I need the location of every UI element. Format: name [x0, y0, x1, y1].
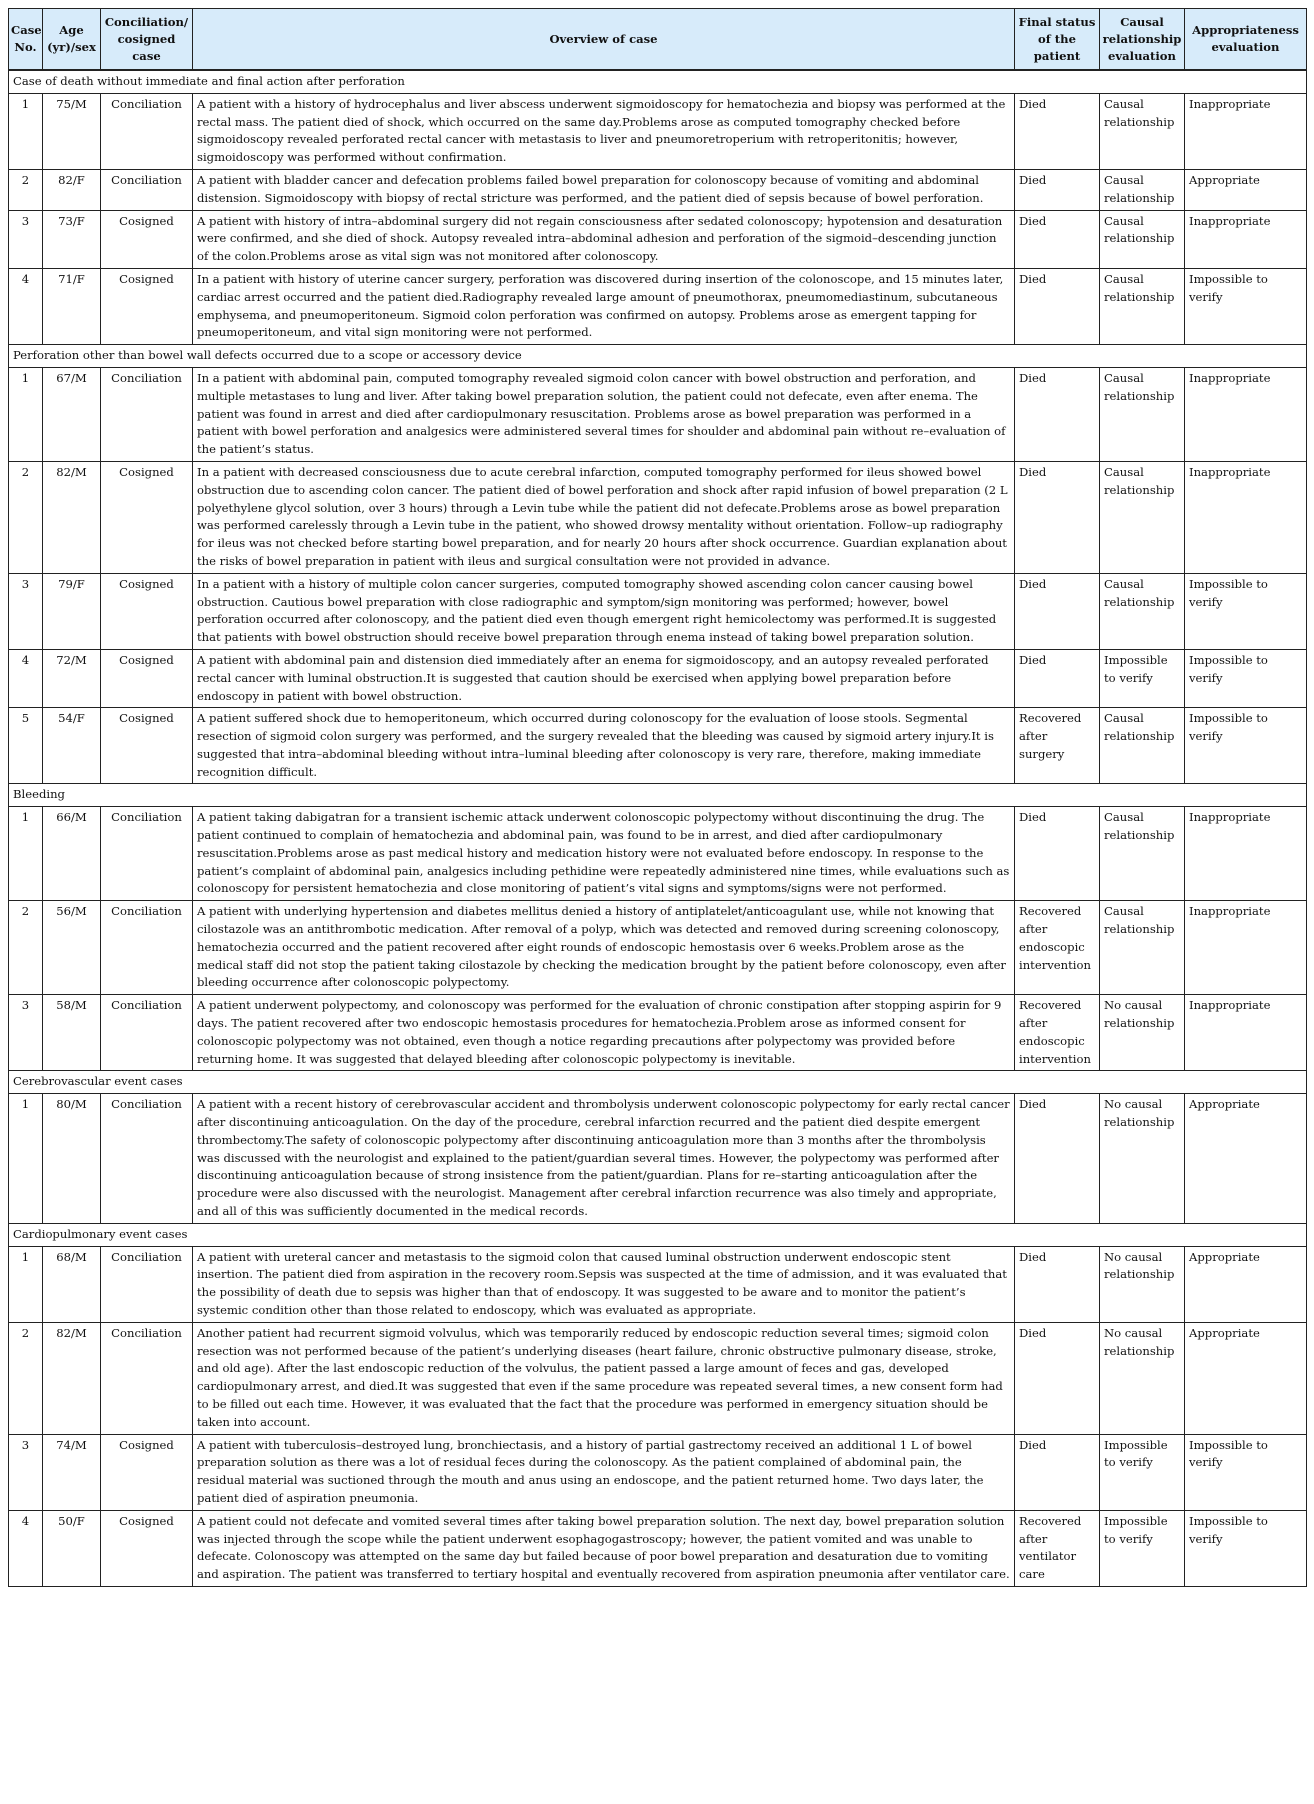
age-sex-cell: 54/F: [43, 708, 101, 784]
age-sex-cell: 82/M: [43, 461, 101, 573]
case-number-cell: 2: [9, 169, 43, 210]
overview-cell: A patient suffered shock due to hemoperitoneum, which occurred during colonoscopy for the evaluation of loose stools. Segmental resection of sigmoid colon surgery was performed, and the surgery revealed that the bleeding was caused by sigmoid artery injury.It is suggested that intra–abdominal bleeding without intra–luminal bleeding after colonoscopy is very rare, therefore, making immediate recognition difficult.: [193, 708, 1015, 784]
overview-cell: In a patient with decreased consciousness due to acute cerebral infarction, computed tomography performed for ileus showed bowel obstruction due to ascending colon cancer. The patient died of bowel perforation and shock after rapid infusion of bowel preparation (2 L polyethylene glycol solution, over 3 hours) through a Levin tube while the patient did not defecate.Problems arose as bowel preparation was performed carelessly through a Levin tube in the patient, who showed drowsy mentality without orientation. Follow–up radiography for ileus was not checked before starting bowel preparation, and for nearly 20 hours after shock occurrence. Guardian explanation about the risks of bowel preparation in patient with ileus and surgical consultation were not provided in advance.: [193, 461, 1015, 573]
overview-cell: Another patient had recurrent sigmoid volvulus, which was temporarily reduced by endoscopic reduction several times; sigmoid colon resection was not performed because of the patient’s underlying diseases (heart failure, chronic obstructive pulmonary disease, stroke, and old age). After the last endoscopic reduction of the volvulus, the patient passed a large amount of feces and gas, developed cardiopulmonary arrest, and died.It was suggested that even if the same procedure was repeated several times, a new consent form had to be filled out each time. However, it was evaluated that the fact that the procedure was performed in emergency situation should be taken into account.: [193, 1322, 1015, 1434]
case-table: [8, 8, 1307, 1587]
header-appropriateness: Appropriateness evaluation: [1185, 9, 1307, 71]
header-causal: Causal relationship evaluation: [1100, 9, 1185, 71]
overview-cell: A patient with a recent history of cerebrovascular accident and thrombolysis underwent colonoscopic polypectomy for early rectal cancer after discontinuing anticoagulation. On the day of the procedure, cerebral infarction recurred and the patient died despite emergent thrombectomy.The safety of colonoscopic polypectomy after discontinuing anticoagulation more than 3 months after the thrombolysis was discussed with the neurologist and explained to the patient/guardian several times. However, the polypectomy was performed after discontinuing anticoagulation because of strong insistence from the patient/guardian. Plans for re–starting anticoagulation after the procedure were also discussed with the neurologist. Management after cerebral infarction recurrence was also timely and appropriate, and all of this was sufficiently documented in the medical records.: [193, 1094, 1015, 1224]
overview-cell: A patient could not defecate and vomited several times after taking bowel preparation solution. The next day, bowel preparation solution was injected through the scope while the patient underwent esophagogastroscopy; however, the patient vomited and was unable to defecate. Colonoscopy was attempted on the same day but failed because of poor bowel preparation and desaturation due to vomiting and aspiration. The patient was transferred to tertiary hospital and eventually recovered from aspiration pneumonia after ventilator care.: [193, 1510, 1015, 1586]
age-sex-cell: 58/M: [43, 995, 101, 1071]
table-header: [9, 9, 1307, 71]
table-row: [9, 901, 1307, 995]
age-sex-cell: 68/M: [43, 1246, 101, 1322]
conciliation-cell: Conciliation: [101, 995, 193, 1071]
case-number-cell: 4: [9, 1510, 43, 1586]
conciliation-cell: Cosigned: [101, 1434, 193, 1510]
case-number-cell: 2: [9, 1322, 43, 1434]
case-number-cell: 3: [9, 210, 43, 268]
conciliation-cell: Conciliation: [101, 169, 193, 210]
table-row: [9, 1434, 1307, 1510]
case-number-cell: 1: [9, 93, 43, 169]
case-number-cell: 2: [9, 461, 43, 573]
header-age-sex: Age (yr)/sex: [43, 9, 101, 71]
overview-cell: A patient with underlying hypertension and diabetes mellitus denied a history of antiplatelet/anticoagulant use, while not knowing that cilostazole was an antithrombotic medication. After removal of a polyp, which was detected and removed during screening colonoscopy, hematochezia occurred and the patient recovered after eight rounds of endoscopic hemostasis over 6 weeks.Problem arose as the medical staff did not stop the patient taking cilostazole by checking the medication brought by the patient before colonoscopy, even after bleeding occurrence after colonoscopic polypectomy.: [193, 901, 1015, 995]
appropriateness-cell: Inappropriate: [1185, 901, 1307, 995]
age-sex-cell: 50/F: [43, 1510, 101, 1586]
table-row: [9, 708, 1307, 784]
overview-cell: In a patient with abdominal pain, computed tomography revealed sigmoid colon cancer with bowel obstruction and perforation, and multiple metastases to lung and liver. After taking bowel preparation solution, the patient could not defecate, even after enema. The patient was found in arrest and died after cardiopulmonary resuscitation. Problems arose as bowel preparation was performed in a patient with bowel perforation and analgesics were administered several times for shoulder and abdominal pain without re–evaluation of the patient’s status.: [193, 367, 1015, 461]
conciliation-cell: Conciliation: [101, 901, 193, 995]
overview-cell: In a patient with history of uterine cancer surgery, perforation was discovered during insertion of the colonoscope, and 15 minutes later, cardiac arrest occurred and the patient died.Radiography revealed large amount of pneumothorax, pneumomediastinum, subcutaneous emphysema, and pneumoperitoneum. Sigmoid colon perforation was confirmed on autopsy. Problems arose as emergent tapping for pneumoperitoneum, and vital sign monitoring were not performed.: [193, 268, 1015, 344]
final-status-cell: Died: [1015, 573, 1100, 649]
table-row: [9, 1510, 1307, 1586]
appropriateness-cell: Appropriate: [1185, 1322, 1307, 1434]
table-row: [9, 995, 1307, 1071]
final-status-cell: Died: [1015, 268, 1100, 344]
section-title: Case of death without immediate and final action after perforation: [9, 70, 1307, 93]
overview-cell: A patient with bladder cancer and defecation problems failed bowel preparation for colonoscopy because of vomiting and abdominal distension. Sigmoidoscopy with biopsy of rectal stricture was performed, and the patient died of sepsis because of bowel perforation.: [193, 169, 1015, 210]
appropriateness-cell: Impossible to verify: [1185, 708, 1307, 784]
final-status-cell: Died: [1015, 807, 1100, 901]
table-row: [9, 649, 1307, 707]
table-container: [8, 8, 1306, 1587]
conciliation-cell: Conciliation: [101, 1322, 193, 1434]
case-number-cell: 3: [9, 573, 43, 649]
appropriateness-cell: Appropriate: [1185, 169, 1307, 210]
causal-relationship-cell: Causal relationship: [1100, 708, 1185, 784]
age-sex-cell: 82/M: [43, 1322, 101, 1434]
appropriateness-cell: Inappropriate: [1185, 995, 1307, 1071]
final-status-cell: Recovered after surgery: [1015, 708, 1100, 784]
table-body: [9, 70, 1307, 1586]
causal-relationship-cell: No causal relationship: [1100, 1322, 1185, 1434]
appropriateness-cell: Impossible to verify: [1185, 1510, 1307, 1586]
causal-relationship-cell: Causal relationship: [1100, 573, 1185, 649]
case-number-cell: 1: [9, 1094, 43, 1224]
case-number-cell: 1: [9, 367, 43, 461]
causal-relationship-cell: Causal relationship: [1100, 901, 1185, 995]
causal-relationship-cell: No causal relationship: [1100, 995, 1185, 1071]
section-row: [9, 1223, 1307, 1246]
table-row: [9, 1094, 1307, 1224]
table-row: [9, 367, 1307, 461]
age-sex-cell: 73/F: [43, 210, 101, 268]
final-status-cell: Died: [1015, 1322, 1100, 1434]
causal-relationship-cell: Impossible to verify: [1100, 649, 1185, 707]
final-status-cell: Died: [1015, 1434, 1100, 1510]
appropriateness-cell: Impossible to verify: [1185, 268, 1307, 344]
header-overview: Overview of case: [193, 9, 1015, 71]
table-row: [9, 573, 1307, 649]
appropriateness-cell: Inappropriate: [1185, 93, 1307, 169]
header-row: [9, 9, 1307, 71]
table-row: [9, 93, 1307, 169]
case-number-cell: 2: [9, 901, 43, 995]
final-status-cell: Died: [1015, 1246, 1100, 1322]
appropriateness-cell: Impossible to verify: [1185, 649, 1307, 707]
conciliation-cell: Conciliation: [101, 1246, 193, 1322]
conciliation-cell: Cosigned: [101, 268, 193, 344]
section-row: [9, 784, 1307, 807]
overview-cell: A patient with a history of hydrocephalus and liver abscess underwent sigmoidoscopy for hematochezia and biopsy was performed at the rectal mass. The patient died of shock, which occurred on the same day.Problems arose as computed tomography checked before sigmoidoscopy revealed perforated rectal cancer with metastasis to liver and pneumoretroperium with retroperitonitis; however, sigmoidoscopy was performed without confirmation.: [193, 93, 1015, 169]
causal-relationship-cell: Impossible to verify: [1100, 1434, 1185, 1510]
causal-relationship-cell: No causal relationship: [1100, 1246, 1185, 1322]
table-row: [9, 1322, 1307, 1434]
table-row: [9, 807, 1307, 901]
table-row: [9, 461, 1307, 573]
age-sex-cell: 67/M: [43, 367, 101, 461]
causal-relationship-cell: No causal relationship: [1100, 1094, 1185, 1224]
age-sex-cell: 82/F: [43, 169, 101, 210]
overview-cell: A patient underwent polypectomy, and colonoscopy was performed for the evaluation of chronic constipation after stopping aspirin for 9 days. The patient recovered after two endoscopic hemostasis procedures for hematochezia.Problem arose as informed consent for colonoscopic polypectomy was not obtained, even though a notice regarding precautions after polypectomy was provided before returning home. It was suggested that delayed bleeding after colonoscopic polypectomy is inevitable.: [193, 995, 1015, 1071]
section-row: [9, 1071, 1307, 1094]
causal-relationship-cell: Causal relationship: [1100, 367, 1185, 461]
table-row: [9, 169, 1307, 210]
case-number-cell: 4: [9, 268, 43, 344]
final-status-cell: Died: [1015, 461, 1100, 573]
table-row: [9, 268, 1307, 344]
section-row: [9, 345, 1307, 368]
final-status-cell: Recovered after endoscopic intervention: [1015, 901, 1100, 995]
conciliation-cell: Cosigned: [101, 1510, 193, 1586]
age-sex-cell: 79/F: [43, 573, 101, 649]
final-status-cell: Died: [1015, 1094, 1100, 1224]
appropriateness-cell: Inappropriate: [1185, 210, 1307, 268]
causal-relationship-cell: Causal relationship: [1100, 807, 1185, 901]
final-status-cell: Died: [1015, 169, 1100, 210]
final-status-cell: Died: [1015, 367, 1100, 461]
age-sex-cell: 56/M: [43, 901, 101, 995]
conciliation-cell: Conciliation: [101, 367, 193, 461]
appropriateness-cell: Impossible to verify: [1185, 1434, 1307, 1510]
final-status-cell: Died: [1015, 210, 1100, 268]
causal-relationship-cell: Causal relationship: [1100, 169, 1185, 210]
overview-cell: A patient with abdominal pain and distension died immediately after an enema for sigmoidoscopy, and an autopsy revealed perforated rectal cancer with luminal obstruction.It is suggested that caution should be exercised when applying bowel preparation before endoscopy in patient with bowel obstruction.: [193, 649, 1015, 707]
final-status-cell: Died: [1015, 93, 1100, 169]
case-number-cell: 5: [9, 708, 43, 784]
section-title: Cardiopulmonary event cases: [9, 1223, 1307, 1246]
section-title: Perforation other than bowel wall defects occurred due to a scope or accessory device: [9, 345, 1307, 368]
final-status-cell: Died: [1015, 649, 1100, 707]
age-sex-cell: 80/M: [43, 1094, 101, 1224]
causal-relationship-cell: Causal relationship: [1100, 210, 1185, 268]
overview-cell: A patient with history of intra–abdominal surgery did not regain consciousness after sedated colonoscopy; hypotension and desaturation were confirmed, and she died of shock. Autopsy revealed intra–abdominal adhesion and perforation of the sigmoid–descending junction of the colon.Problems arose as vital sign was not monitored after colonoscopy.: [193, 210, 1015, 268]
final-status-cell: Recovered after endoscopic intervention: [1015, 995, 1100, 1071]
case-number-cell: 3: [9, 995, 43, 1071]
case-number-cell: 1: [9, 807, 43, 901]
age-sex-cell: 72/M: [43, 649, 101, 707]
final-status-cell: Recovered after ventilator care: [1015, 1510, 1100, 1586]
header-conciliation: Conciliation/ cosigned case: [101, 9, 193, 71]
header-case-no: Case No.: [9, 9, 43, 71]
appropriateness-cell: Inappropriate: [1185, 367, 1307, 461]
overview-cell: A patient taking dabigatran for a transient ischemic attack underwent colonoscopic polypectomy without discontinuing the drug. The patient continued to complain of hematochezia and abdominal pain, was found to be in arrest, and died after cardiopulmonary resuscitation.Problems arose as past medical history and medication history were not evaluated before endoscopy. In response to the patient’s complaint of abdominal pain, analgesics including pethidine were repeatedly administered nine times, while evaluations such as colonoscopy for persistent hematochezia and close monitoring of patient’s vital signs and symptoms/signs were not performed.: [193, 807, 1015, 901]
causal-relationship-cell: Causal relationship: [1100, 268, 1185, 344]
conciliation-cell: Cosigned: [101, 708, 193, 784]
section-title: Bleeding: [9, 784, 1307, 807]
conciliation-cell: Cosigned: [101, 649, 193, 707]
case-number-cell: 1: [9, 1246, 43, 1322]
age-sex-cell: 75/M: [43, 93, 101, 169]
conciliation-cell: Cosigned: [101, 461, 193, 573]
header-final-status: Final status of the patient: [1015, 9, 1100, 71]
age-sex-cell: 66/M: [43, 807, 101, 901]
overview-cell: A patient with tuberculosis–destroyed lung, bronchiectasis, and a history of partial gastrectomy received an additional 1 L of bowel preparation solution as there was a lot of residual feces during the colonoscopy. As the patient complained of abdominal pain, the residual material was suctioned through the mouth and anus using an endoscope, and the patient returned home. Two days later, the patient died of aspiration pneumonia.: [193, 1434, 1015, 1510]
conciliation-cell: Conciliation: [101, 93, 193, 169]
appropriateness-cell: Inappropriate: [1185, 807, 1307, 901]
conciliation-cell: Conciliation: [101, 807, 193, 901]
table-row: [9, 1246, 1307, 1322]
appropriateness-cell: Appropriate: [1185, 1094, 1307, 1224]
table-row: [9, 210, 1307, 268]
causal-relationship-cell: Causal relationship: [1100, 461, 1185, 573]
causal-relationship-cell: Impossible to verify: [1100, 1510, 1185, 1586]
section-row: [9, 70, 1307, 93]
case-number-cell: 4: [9, 649, 43, 707]
case-number-cell: 3: [9, 1434, 43, 1510]
conciliation-cell: Cosigned: [101, 573, 193, 649]
conciliation-cell: Cosigned: [101, 210, 193, 268]
appropriateness-cell: Inappropriate: [1185, 461, 1307, 573]
appropriateness-cell: Appropriate: [1185, 1246, 1307, 1322]
section-title: Cerebrovascular event cases: [9, 1071, 1307, 1094]
overview-cell: A patient with ureteral cancer and metastasis to the sigmoid colon that caused luminal obstruction underwent endoscopic stent insertion. The patient died from aspiration in the recovery room.Sepsis was suspected at the time of admission, and it was evaluated that the possibility of death due to sepsis was higher than that of endoscopy. It was suggested to be aware and to monitor the patient’s systemic condition other than those related to endoscopy, which was evaluated as appropriate.: [193, 1246, 1015, 1322]
conciliation-cell: Conciliation: [101, 1094, 193, 1224]
overview-cell: In a patient with a history of multiple colon cancer surgeries, computed tomography showed ascending colon cancer causing bowel obstruction. Cautious bowel preparation with close radiographic and symptom/sign monitoring was performed; however, bowel perforation occurred after colonoscopy, and the patient died even though emergent right hemicolectomy was performed.It is suggested that patients with bowel obstruction should receive bowel preparation through enema instead of taking bowel preparation solution.: [193, 573, 1015, 649]
causal-relationship-cell: Causal relationship: [1100, 93, 1185, 169]
age-sex-cell: 71/F: [43, 268, 101, 344]
appropriateness-cell: Impossible to verify: [1185, 573, 1307, 649]
age-sex-cell: 74/M: [43, 1434, 101, 1510]
